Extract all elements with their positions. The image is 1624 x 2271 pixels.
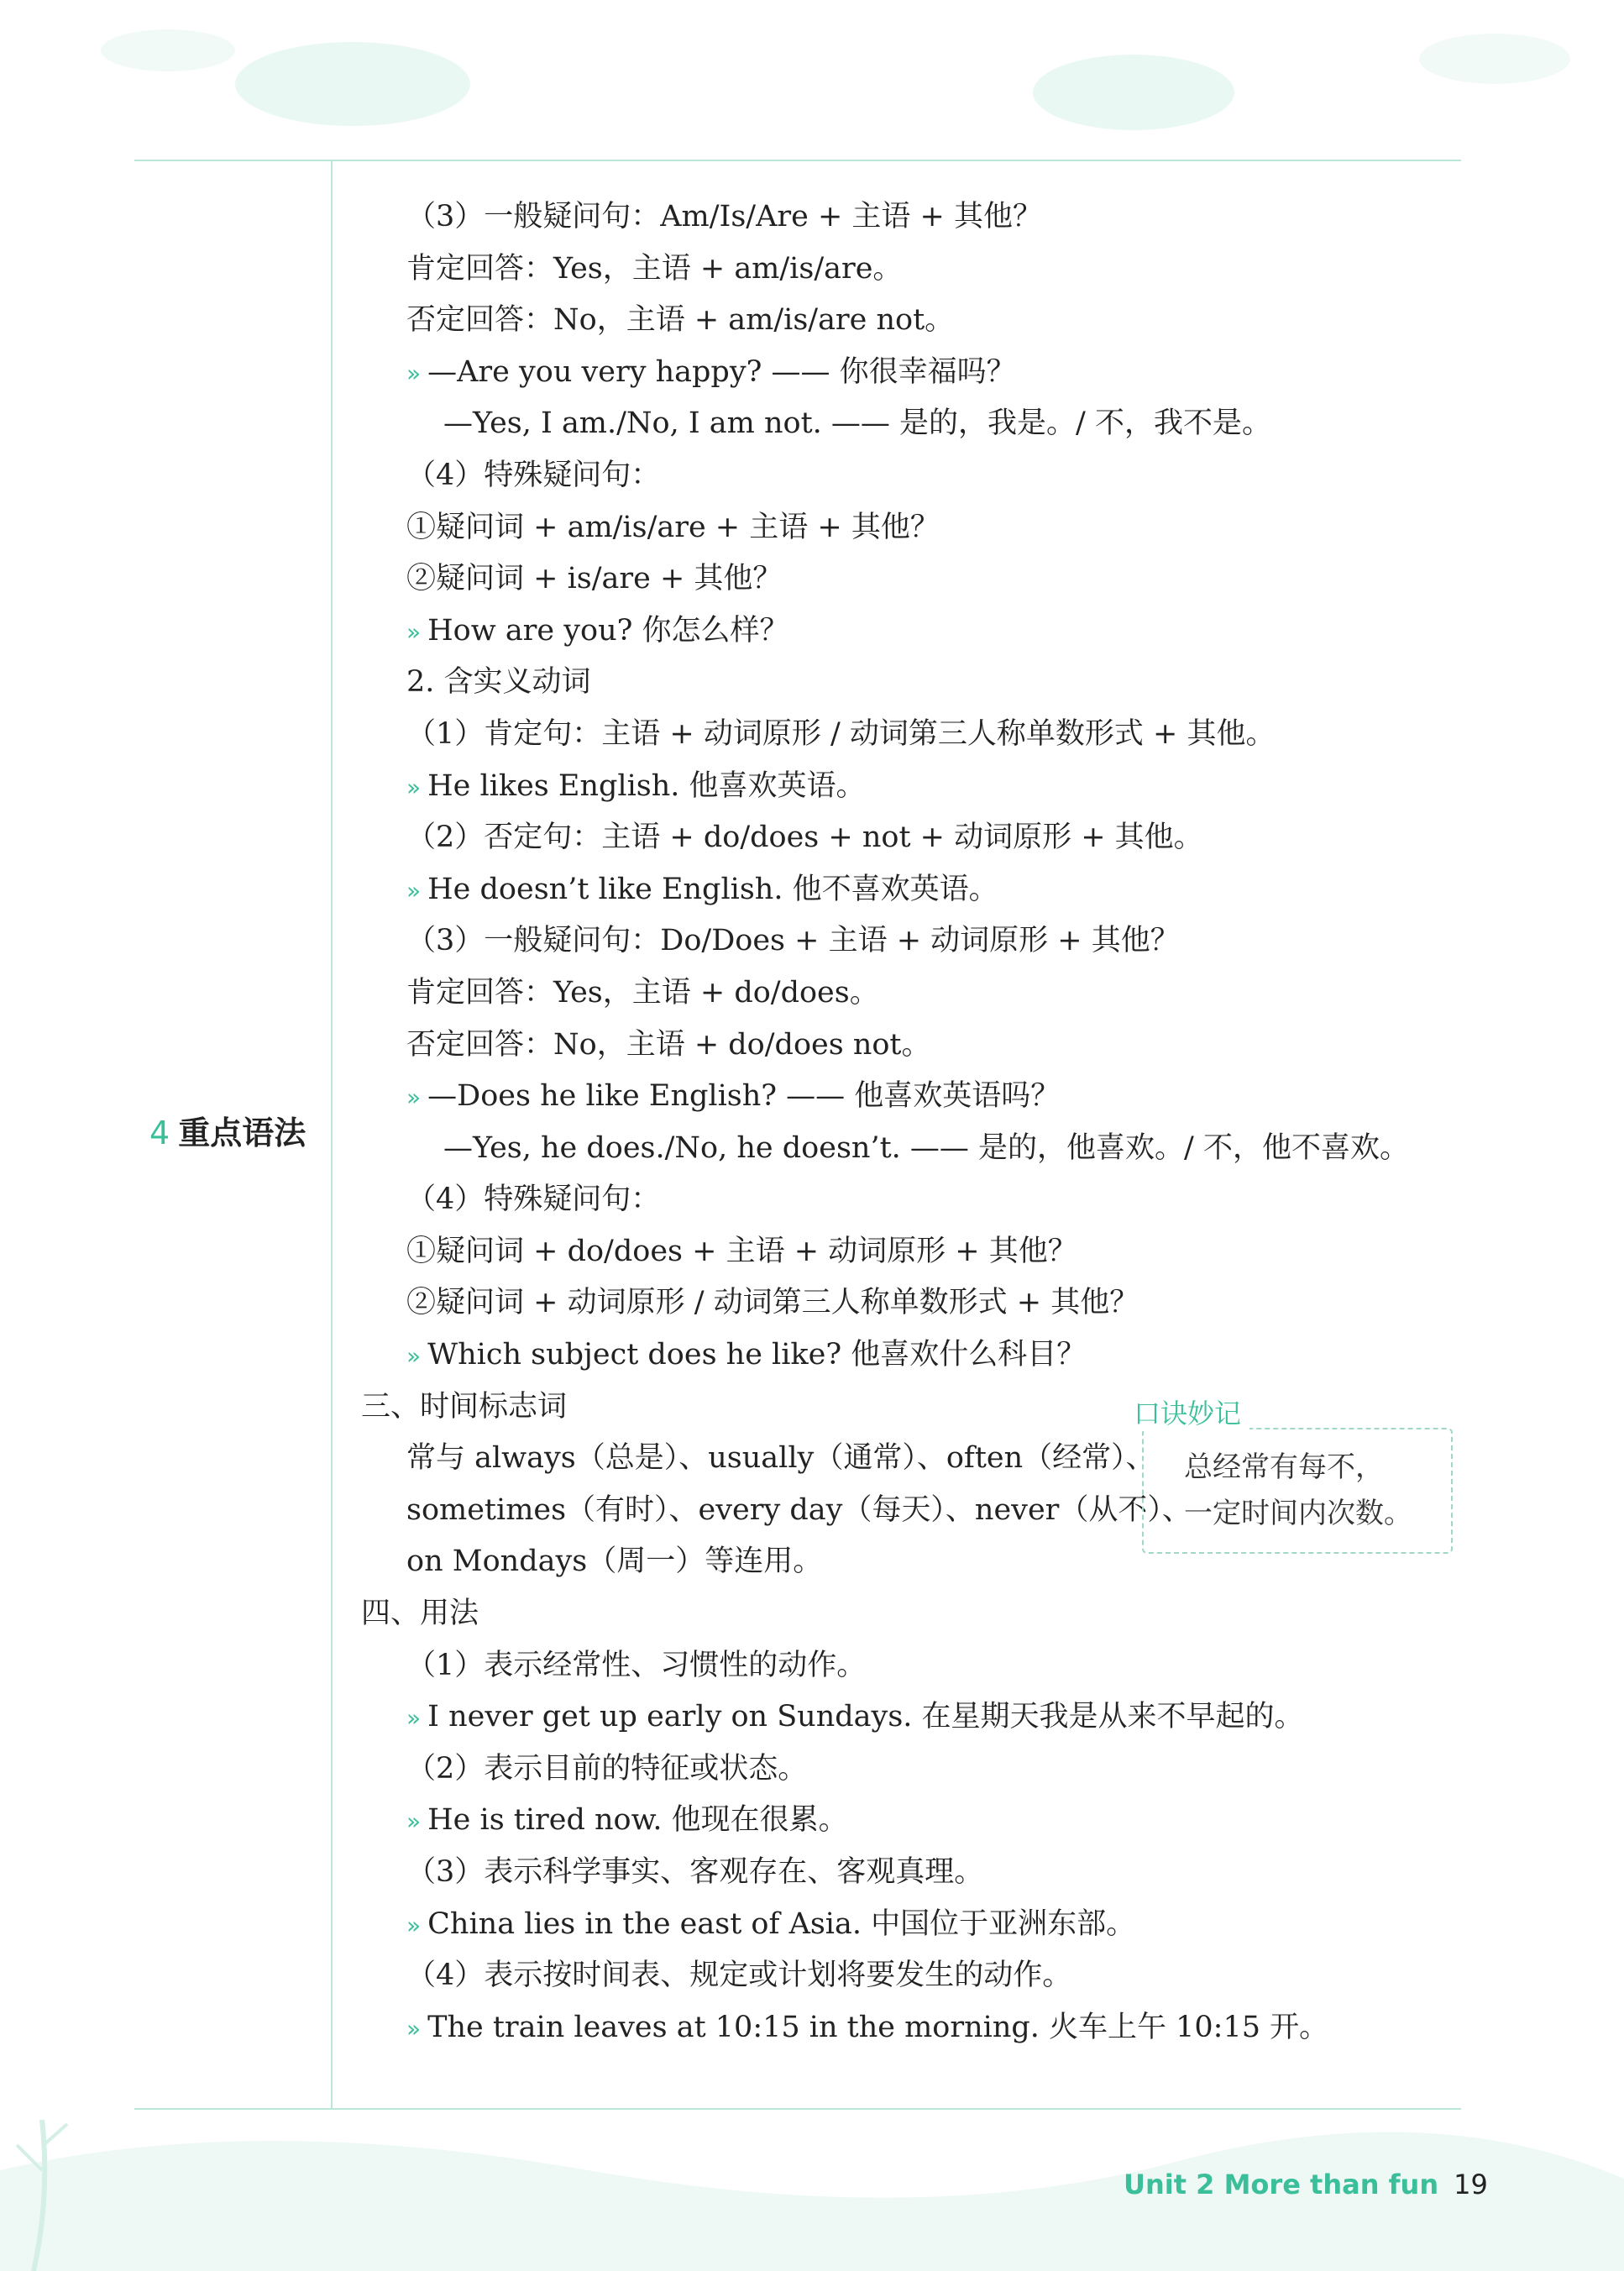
line-text: on Mondays（周一）等连用。	[406, 1545, 823, 1579]
grammar-content	[361, 191, 1453, 2053]
example-line	[361, 606, 1453, 658]
text-line	[361, 968, 1453, 1020]
line-text: The train leaves at 10:15 in the morning. 火车上午 10:15 开。	[427, 2010, 1329, 2044]
line-text: （1）肯定句：主语 + 动词原形 / 动词第三人称单数形式 + 其他。	[406, 716, 1276, 751]
text-line	[361, 812, 1453, 864]
text-line	[361, 398, 1453, 450]
line-text: He is tired now. 他现在很累。	[427, 1803, 848, 1838]
example-arrow-icon: »	[406, 617, 422, 646]
line-text: 肯定回答：Yes，主语 + do/does。	[406, 975, 879, 1010]
text-line	[361, 1123, 1453, 1175]
top-rule	[134, 160, 1461, 161]
line-text: How are you? 你怎么样？	[427, 613, 789, 648]
line-text: （3）表示科学事实、客观存在、客观真理。	[406, 1855, 984, 1889]
line-text: ①疑问词 + do/does + 主语 + 动词原形 + 其他？	[406, 1234, 1077, 1268]
text-line	[361, 295, 1453, 347]
text-line	[361, 244, 1453, 296]
line-text: （4）表示按时间表、规定或计划将要发生的动作。	[406, 1959, 1072, 1993]
example-line	[361, 347, 1453, 399]
text-line	[361, 1020, 1453, 1072]
example-line	[361, 1691, 1453, 1744]
example-arrow-icon: »	[406, 1807, 422, 1836]
text-line	[361, 1226, 1453, 1278]
example-line	[361, 1899, 1453, 1951]
page-footer	[1124, 2169, 1488, 2200]
example-arrow-icon: »	[406, 2014, 422, 2043]
bottom-rule	[134, 2108, 1461, 2110]
example-arrow-icon: »	[406, 876, 422, 905]
example-arrow-icon: »	[406, 773, 422, 801]
text-line	[361, 502, 1453, 554]
line-text: 否定回答：No，主语 + do/does not。	[406, 1027, 931, 1062]
line-text: （1）表示经常性、习惯性的动作。	[406, 1648, 867, 1682]
text-line	[361, 657, 1453, 709]
line-text: 2. 含实义动词	[406, 665, 591, 700]
top-decoration	[0, 0, 1624, 168]
section-number: 4	[149, 1115, 170, 1151]
line-text: sometimes（有时）、every day（每天）、never（从不）、	[406, 1492, 1192, 1527]
example-line	[361, 1330, 1453, 1382]
text-line	[361, 1640, 1453, 1692]
line-text: （4）特殊疑问句：	[406, 1183, 661, 1217]
line-text: He likes English. 他喜欢英语。	[427, 768, 866, 803]
text-line	[361, 1382, 1453, 1434]
unit-title: Unit 2 More than fun	[1124, 2169, 1439, 2200]
line-text: 四、用法	[361, 1597, 479, 1631]
example-arrow-icon: »	[406, 1704, 422, 1733]
line-text: 否定回答：No，主语 + am/is/are not。	[406, 303, 955, 338]
example-arrow-icon: »	[406, 359, 422, 387]
example-arrow-icon: »	[406, 1083, 422, 1112]
text-line	[361, 1588, 1453, 1640]
mnemonic-line: 一定时间内次数。	[1184, 1497, 1412, 1530]
example-arrow-icon: »	[406, 1342, 422, 1371]
mnemonic-title: 口诀妙记	[1125, 1392, 1249, 1431]
text-line	[361, 1744, 1453, 1796]
text-line	[361, 1277, 1453, 1330]
line-text: —Does he like English? —— 他喜欢英语吗？	[427, 1079, 1061, 1114]
line-text: —Yes, he does./No, he doesn’t. —— 是的，他喜欢。/ 不，他不喜欢。	[443, 1130, 1409, 1165]
text-line	[361, 553, 1453, 606]
text-line	[361, 915, 1453, 968]
line-text: ②疑问词 + is/are + 其他？	[406, 562, 783, 596]
section-heading	[149, 1107, 306, 1153]
line-text: China lies in the east of Asia. 中国位于亚洲东部。	[427, 1906, 1136, 1941]
section-title: 重点语法	[178, 1115, 306, 1151]
example-line	[361, 864, 1453, 916]
line-text: 三、时间标志词	[361, 1389, 568, 1424]
line-text: I never get up early on Sundays. 在星期天我是从来不早起的。	[427, 1700, 1304, 1734]
text-line	[361, 1950, 1453, 2002]
example-line	[361, 761, 1453, 813]
line-text: —Are you very happy? —— 你很幸福吗？	[427, 354, 1016, 389]
line-text: （3）一般疑问句：Do/Does + 主语 + 动词原形 + 其他？	[406, 924, 1180, 958]
example-line	[361, 1071, 1453, 1123]
line-text: （3）一般疑问句：Am/Is/Are + 主语 + 其他？	[406, 200, 1042, 233]
page-number: 19	[1454, 2169, 1488, 2200]
line-text: Which subject does he like? 他喜欢什么科目？	[427, 1338, 1087, 1372]
text-line	[361, 450, 1453, 502]
left-column-rule	[331, 160, 333, 2110]
text-line	[361, 1174, 1453, 1226]
line-text: （2）表示目前的特征或状态。	[406, 1751, 808, 1786]
text-line	[361, 1847, 1453, 1899]
mnemonic-line: 总经常有每不，	[1184, 1450, 1384, 1484]
line-text: —Yes, I am./No, I am not. —— 是的，我是。/ 不，我不是。	[443, 406, 1271, 441]
example-arrow-icon: »	[406, 1911, 422, 1939]
text-line	[361, 709, 1453, 761]
line-text: 肯定回答：Yes，主语 + am/is/are。	[406, 251, 903, 286]
line-text: ②疑问词 + 动词原形 / 动词第三人称单数形式 + 其他？	[406, 1286, 1139, 1320]
line-text: He doesn’t like English. 他不喜欢英语。	[427, 872, 998, 906]
example-line	[361, 2002, 1453, 2054]
line-text: 常与 always（总是）、usually（通常）、often（经常）、	[406, 1441, 1155, 1476]
text-line	[361, 191, 1453, 244]
line-text: ①疑问词 + am/is/are + 主语 + 其他？	[406, 510, 940, 544]
mnemonic-text	[1184, 1445, 1412, 1537]
example-line	[361, 1795, 1453, 1847]
line-text: （4）特殊疑问句：	[406, 458, 661, 492]
line-text: （2）否定句：主语 + do/does + not + 动词原形 + 其他。	[406, 821, 1203, 855]
